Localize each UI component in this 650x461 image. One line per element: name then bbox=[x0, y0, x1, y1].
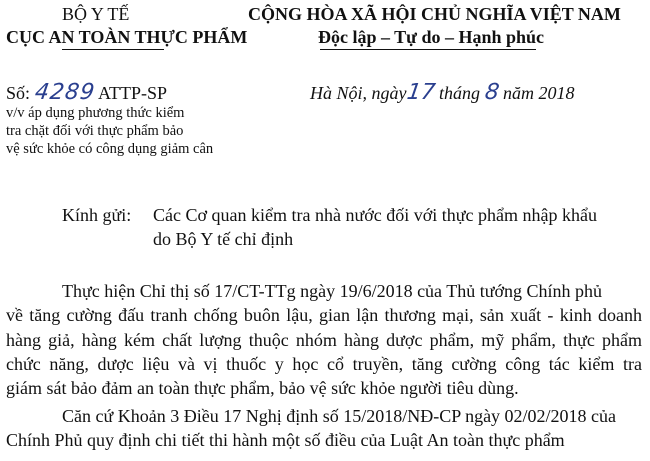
date-month-handwritten: 8 bbox=[482, 80, 501, 105]
date-month-label: tháng bbox=[439, 83, 481, 103]
recipient-line: Các Cơ quan kiểm tra nhà nước đối với thực phẩm nhập khẩu bbox=[153, 205, 597, 225]
date-year: năm 2018 bbox=[503, 83, 575, 103]
body-line: hàng giả, hàng kém chất lượng thuộc nhóm hàng dược phẩm, mỹ phẩm, thực phẩm bbox=[6, 329, 642, 350]
body-line: về tăng cường đấu tranh chống buôn lậu, gian lận thương mại, sản xuất - kinh doanh bbox=[6, 305, 642, 326]
body-paragraph-1 bbox=[6, 279, 642, 400]
national-motto: Độc lập – Tự do – Hạnh phúc bbox=[318, 27, 545, 47]
body-line: Chính Phủ quy định chi tiết thi hành một số điều của Luật An toàn thực phẩm bbox=[6, 430, 565, 451]
body-line: chức năng, dược liệu và vị thuốc y học cổ truyền, tăng cường công tác kiểm tra bbox=[6, 353, 642, 374]
date-day-handwritten: 17 bbox=[404, 80, 437, 105]
body-line: giám sát bảo đảm an toàn thực phẩm, bảo vệ sức khỏe người tiêu dùng. bbox=[6, 378, 519, 399]
reference-number-handwritten: 4289 bbox=[32, 80, 97, 105]
reference-prefix: Số: bbox=[6, 83, 31, 103]
body-line: Thực hiện Chỉ thị số 17/CT-TTg ngày 19/6/2018 của Thủ tướng Chính phủ bbox=[62, 281, 602, 301]
recipient-label: Kính gửi: bbox=[62, 205, 132, 225]
body-paragraph-2 bbox=[6, 404, 642, 453]
department-underline bbox=[62, 49, 164, 50]
document-subject bbox=[6, 104, 266, 158]
document-date bbox=[310, 80, 575, 105]
reference-number bbox=[6, 80, 167, 105]
department-name: CỤC AN TOÀN THỰC PHẨM bbox=[6, 27, 248, 47]
subject-line: v/v áp dụng phương thức kiểm bbox=[6, 105, 185, 121]
recipient-line: do Bộ Y tế chỉ định bbox=[153, 229, 294, 249]
national-title: CỘNG HÒA XÃ HỘI CHỦ NGHĨA VIỆT NAM bbox=[248, 4, 621, 24]
date-place-prefix: Hà Nội, ngày bbox=[310, 83, 407, 103]
ministry-name: BỘ Y TẾ bbox=[62, 4, 130, 24]
subject-line: tra chặt đối với thực phẩm bảo bbox=[6, 123, 184, 139]
motto-underline bbox=[320, 49, 536, 50]
body-line: Căn cứ Khoản 3 Điều 17 Nghị định số 15/2018/NĐ-CP ngày 02/02/2018 của bbox=[62, 406, 617, 426]
subject-line: vệ sức khỏe có công dụng giảm cân bbox=[6, 141, 214, 157]
reference-suffix: ATTP-SP bbox=[98, 83, 168, 103]
